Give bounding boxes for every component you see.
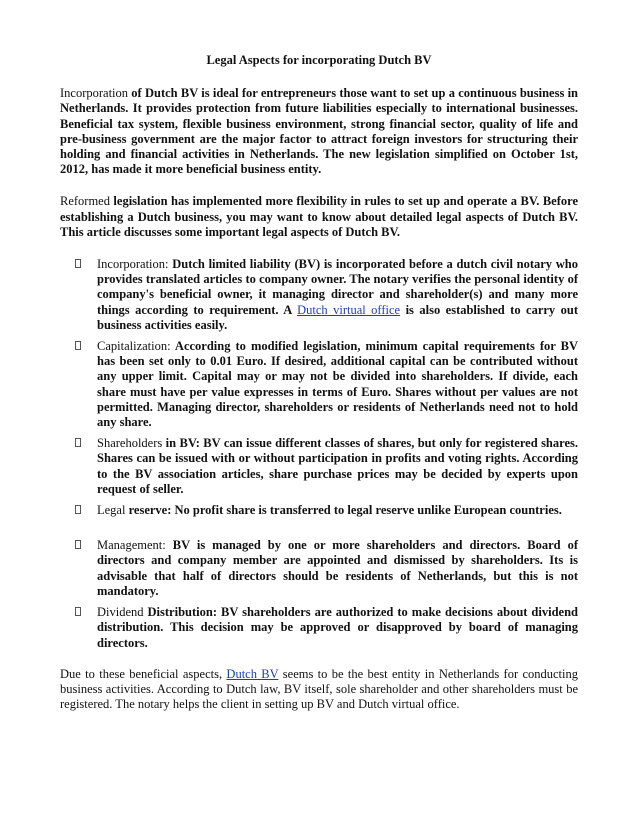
bullet-box-icon bbox=[75, 505, 81, 514]
intro-body: of Dutch BV is ideal for entrepreneurs those want to set up a continuous business in Netherlands. It provides protection from future liabilities especially to international businesses. Beneficial tax system, flexible business environment, strong financial sector, quality of life and pre-business government are the major factor to attract foreign investors for structuring their holding and financial activities in Netherlands. The new legislation simplified on October 1st, 2012, has made it more beneficial business entity. bbox=[60, 86, 578, 177]
reform-paragraph bbox=[60, 194, 578, 240]
list-item-body: According to modified legislation, minimum capital requirements for BV has been set only to 0.01 Euro. If desired, additional capital can be contributed without any upper limit. Capital may or may not be divided into shareholders. If divide, each share must have per value expresses in terms of Euro. Shares without per values are not permitted. Managing director, shareholders or residents of Netherlands need not to hold any share. bbox=[97, 339, 578, 430]
bullet-box-icon bbox=[75, 607, 81, 616]
list-item-body: reserve: No profit share is transferred to legal reserve unlike European countries. bbox=[125, 503, 562, 518]
list-item-lead: Management: bbox=[97, 538, 166, 553]
reform-lead: Reformed bbox=[60, 194, 110, 209]
list-item-lead: Capitalization: bbox=[97, 339, 171, 354]
conclusion-paragraph bbox=[60, 667, 578, 713]
dutch-bv-link[interactable]: Dutch BV bbox=[226, 666, 279, 681]
document-title: Legal Aspects for incorporating Dutch BV bbox=[206, 53, 432, 67]
bullet-box-icon bbox=[75, 259, 81, 268]
list-item-capitalization bbox=[60, 339, 578, 430]
list-item-body: in BV: BV can issue different classes of shares, but only for registered shares. Shares can be issued with or without participation in profits and voting rights. According to the BV association articles, share purchase prices may be decided by experts upon request of seller. bbox=[97, 436, 578, 496]
bullet-box-icon bbox=[75, 540, 81, 549]
list-item-management bbox=[60, 538, 578, 599]
legal-aspects-list bbox=[60, 257, 578, 651]
reform-body: legislation has implemented more flexibility in rules to set up and operate a BV. Before establishing a Dutch business, you may want to know about detailed legal aspects of Dutch BV. This article discusses some important legal aspects of Dutch BV. bbox=[60, 194, 578, 239]
list-item-body: BV is managed by one or more shareholders and directors. Board of directors and company member are appointed and dismissed by shareholders. Its is advisable that half of directors should be residents of Netherlands, but this is not mandatory. bbox=[97, 538, 578, 598]
list-item-incorporation bbox=[60, 257, 578, 333]
list-item-shareholders bbox=[60, 436, 578, 497]
dutch-virtual-office-link[interactable]: Dutch virtual office bbox=[297, 302, 401, 317]
list-item-lead: Legal bbox=[97, 503, 126, 518]
list-item-body-end: is also established to carry out business activities easily. bbox=[97, 302, 578, 332]
intro-paragraph bbox=[60, 86, 578, 177]
list-item-lead: Incorporation: bbox=[97, 257, 169, 272]
list-item-lead: Shareholders bbox=[97, 436, 163, 451]
list-item-dividend bbox=[60, 605, 578, 651]
list-item-lead: Dividend bbox=[97, 605, 144, 620]
list-item-body: Distribution: BV shareholders are authorized to make decisions about dividend distribution. This decision may be approved or disapproved by board of managing directors. bbox=[97, 605, 578, 650]
conclusion-text: Due to these beneficial aspects, bbox=[60, 666, 227, 681]
bullet-box-icon bbox=[75, 341, 81, 350]
conclusion-text-end: seems to be the best entity in Netherlands for conducting business activities. According to Dutch law, BV itself, sole shareholder and other shareholders must be registered. The notary helps the client in setting up BV and Dutch virtual office. bbox=[60, 666, 578, 712]
list-item-body: Dutch limited liability (BV) is incorporated before a dutch civil notary who provides translated articles to company owner. The notary verifies the personal identity of company's beneficial owner, it managing director and shareholder(s) and many more things according to requirement. A bbox=[97, 257, 578, 317]
bullet-box-icon bbox=[75, 438, 81, 447]
list-item-legal-reserve bbox=[60, 503, 578, 518]
intro-lead: Incorporation bbox=[60, 86, 129, 101]
